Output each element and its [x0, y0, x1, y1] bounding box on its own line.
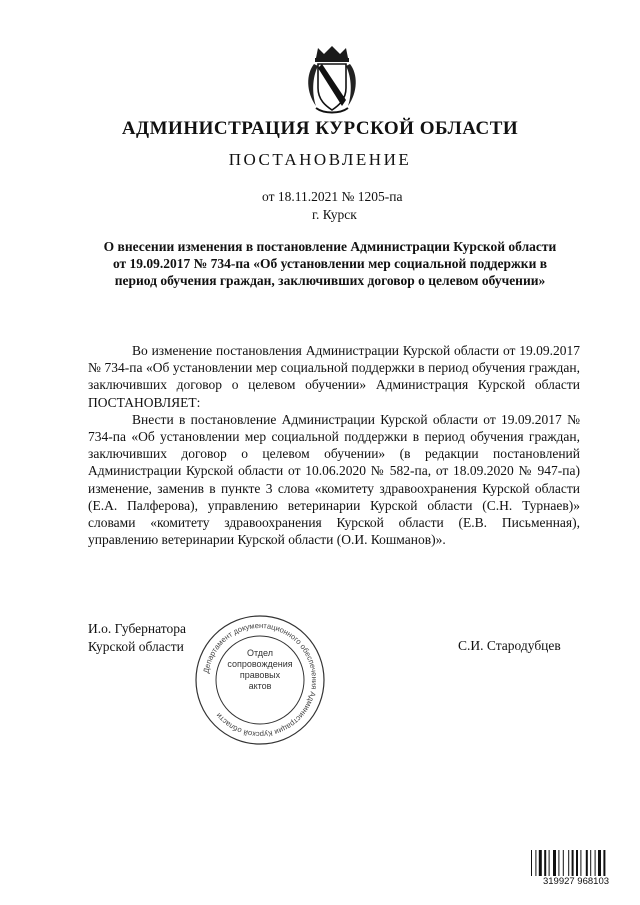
- signatory-position-line: И.о. Губернатора: [88, 621, 187, 636]
- signatory-position: [88, 620, 186, 656]
- document-subject: О внесении изменения в постановление Администрации Курской области от 19.09.2017 № 734-па «Об установлении мер социальной поддержки в период обучения граждан, заключивших договор о целевом обучении»: [103, 239, 557, 288]
- stamp-center-line: сопровождения: [227, 659, 293, 669]
- stamp-center-text: [222, 648, 298, 692]
- body-paragraph: Внести в постановление Администрации Курской области от 19.09.2017 № 734-па «Об установлении мер социальной поддержки в период обучения граждан, заключивших договор о целевом обучении» (в редакции постановлений Администрации Курской области от 10.06.2020 № 582-па, от 18.09.2020 № 947-па) изменение, заменив в пункте 3 слова «комитету здравоохранения Курской области (Е.А. Палферова), управлению ветеринарии Курской области (С.Н. Турнаев)» словами «комитету здравоохранения Курской области (Е.В. Письменная), управлению ветеринарии Курской области (О.И. Кошманов)».: [88, 411, 580, 548]
- stamp-ring-text: Департамент документационного обеспечения Администрации Курской области: [201, 620, 320, 740]
- stamp-center-line: правовых: [239, 670, 281, 680]
- stamp-center-line: Отдел: [246, 648, 274, 658]
- stamp-center-line: актов: [248, 681, 272, 691]
- barcode-number: 319927 968103: [530, 876, 622, 887]
- organization-title: АДМИНИСТРАЦИЯ КУРСКОЙ ОБЛАСТИ: [121, 118, 519, 139]
- signatory-position-line: Курской области: [88, 639, 184, 654]
- document-place: г. Курск: [312, 207, 357, 222]
- document-body: [88, 342, 580, 548]
- coat-of-arms-icon: [304, 44, 360, 114]
- body-paragraph: Во изменение постановления Администрации Курской области от 19.09.2017 № 734-па «Об установлении мер социальной поддержки в период обучения граждан, заключивших договор о целевом обучении» Администрация Курской области ПОСТАНОВЛЯЕТ:: [88, 343, 580, 410]
- signatory-name: С.И. Стародубцев: [458, 638, 561, 653]
- document-type: ПОСТАНОВЛЕНИЕ: [228, 150, 412, 169]
- document-date-number: от 18.11.2021 № 1205-па: [262, 189, 403, 204]
